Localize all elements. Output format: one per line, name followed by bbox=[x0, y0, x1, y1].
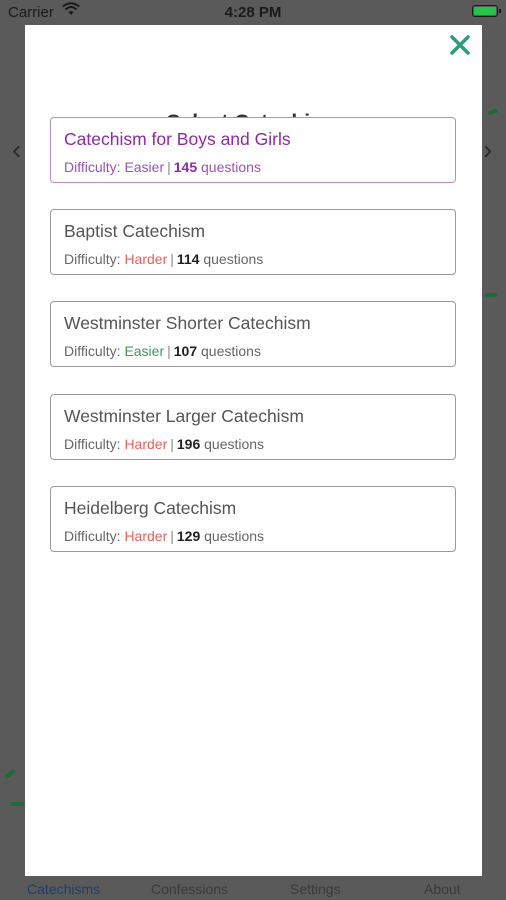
tab-catechisms[interactable]: Catechisms bbox=[27, 881, 101, 897]
catechism-name: Baptist Catechism bbox=[64, 221, 206, 241]
tab-bar bbox=[0, 876, 506, 900]
difficulty-label: Difficulty: bbox=[64, 159, 121, 175]
catechism-meta: Difficulty: Harder | 114 questions bbox=[64, 251, 264, 267]
select-catechism-modal bbox=[25, 25, 482, 876]
background-decoration bbox=[485, 293, 497, 297]
catechism-option-baptist[interactable] bbox=[50, 209, 456, 275]
difficulty-label: Difficulty: bbox=[64, 528, 121, 544]
catechism-option-heidelberg[interactable] bbox=[50, 486, 456, 552]
chevron-right-icon: › bbox=[483, 134, 493, 165]
chevron-left-icon: ‹ bbox=[12, 134, 22, 165]
background-decoration bbox=[10, 802, 24, 806]
difficulty-value: Harder bbox=[124, 528, 168, 544]
difficulty-label: Difficulty: bbox=[64, 343, 121, 359]
difficulty-label: Difficulty: bbox=[64, 436, 121, 452]
question-count: 129 bbox=[176, 528, 201, 544]
clock-time: 4:28 PM bbox=[224, 4, 282, 21]
catechism-name: Westminster Shorter Catechism bbox=[64, 313, 311, 333]
question-count: 114 bbox=[176, 251, 200, 267]
difficulty-label: Difficulty: bbox=[64, 251, 121, 267]
catechism-option-boys-and-girls[interactable] bbox=[50, 117, 456, 183]
difficulty-value: Harder bbox=[124, 251, 168, 267]
difficulty-value: Easier bbox=[124, 159, 165, 175]
questions-label: questions bbox=[201, 159, 261, 175]
battery-icon bbox=[472, 5, 498, 17]
question-count: 107 bbox=[173, 343, 198, 359]
question-count: 145 bbox=[173, 159, 198, 175]
carrier-label: Carrier bbox=[8, 4, 54, 21]
questions-label: questions bbox=[204, 528, 265, 544]
catechism-name: Westminster Larger Catechism bbox=[64, 406, 304, 426]
catechism-meta: Difficulty: Harder | 196 questions bbox=[64, 436, 265, 452]
catechism-name: Heidelberg Catechism bbox=[64, 498, 237, 518]
close-icon[interactable] bbox=[448, 33, 472, 57]
tab-about[interactable]: About bbox=[424, 881, 461, 897]
background-decoration bbox=[4, 769, 16, 780]
background-decoration bbox=[488, 108, 499, 115]
catechism-meta: Difficulty: Harder | 129 questions bbox=[64, 528, 265, 544]
questions-label: questions bbox=[204, 436, 265, 452]
catechism-meta: Difficulty: Easier | 145 questions bbox=[64, 159, 261, 175]
difficulty-value: Easier bbox=[124, 343, 165, 359]
difficulty-value: Harder bbox=[124, 436, 168, 452]
question-count: 196 bbox=[176, 436, 201, 452]
tab-settings[interactable]: Settings bbox=[290, 881, 341, 897]
questions-label: questions bbox=[203, 251, 264, 267]
catechism-option-westminster-larger[interactable] bbox=[50, 394, 456, 460]
catechism-option-westminster-shorter[interactable] bbox=[50, 301, 456, 367]
catechism-name: Catechism for Boys and Girls bbox=[64, 129, 291, 149]
status-bar bbox=[0, 0, 506, 26]
catechism-meta: Difficulty: Easier | 107 questions bbox=[64, 343, 261, 359]
questions-label: questions bbox=[201, 343, 261, 359]
tab-confessions[interactable]: Confessions bbox=[151, 881, 229, 897]
